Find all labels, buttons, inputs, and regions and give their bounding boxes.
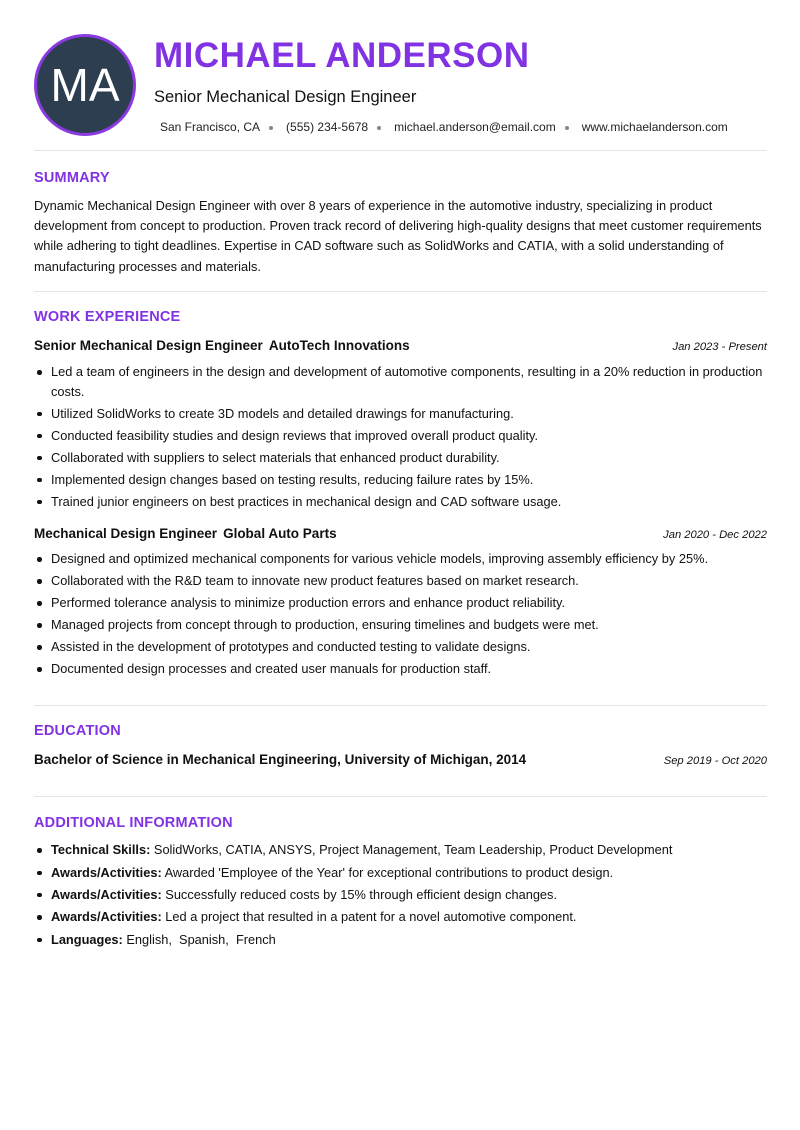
divider [34, 705, 767, 706]
list-item: Implemented design changes based on testing results, reducing failure rates by 15%. [34, 470, 767, 490]
job-dates: Jan 2023 - Present [672, 341, 767, 353]
section-heading-work-experience: WORK EXPERIENCE [34, 309, 181, 325]
candidate-title: Senior Mechanical Design Engineer [154, 88, 417, 106]
info-value: SolidWorks, CATIA, ANSYS, Project Management, Team Leadership, Product Development [153, 842, 673, 857]
job-role: Mechanical Design Engineer [34, 526, 218, 541]
info-label: Languages: [51, 931, 123, 947]
list-item: Managed projects from concept through to production, ensuring timelines and budgets were met. [34, 615, 767, 635]
divider [34, 291, 767, 292]
list-item: Documented design processes and created user manuals for production staff. [34, 659, 767, 679]
list-item: Collaborated with suppliers to select materials that enhanced product durability. [34, 448, 767, 468]
education-entry [34, 752, 767, 767]
list-item [34, 907, 767, 927]
info-value: Awarded 'Employee of the Year' for exceptional contributions to product design. [164, 864, 614, 880]
job-bullet-list [34, 549, 767, 682]
education-degree: Bachelor of Science in Mechanical Engineering, University of Michigan, 2014 [34, 752, 527, 767]
job-company: AutoTech Innovations [268, 338, 410, 353]
job-bullet-list [34, 362, 767, 514]
list-item: Collaborated with the R&D team to innovate new product features based on market research. [34, 571, 767, 591]
list-item: Performed tolerance analysis to minimize production errors and enhance product reliability. [34, 593, 767, 613]
list-item: Designed and optimized mechanical components for various vehicle models, improving assembly efficiency by 25%. [34, 549, 767, 569]
contact-location: San Francisco, CA [160, 120, 261, 134]
list-item [34, 930, 767, 950]
education-dates: Sep 2019 - Oct 2020 [663, 755, 767, 767]
contact-website[interactable]: www.michaelanderson.com [581, 120, 728, 134]
resume-page [34, 0, 767, 947]
divider [34, 150, 767, 151]
list-item: Conducted feasibility studies and design reviews that improved overall product quality. [34, 426, 767, 446]
job-title-line [34, 338, 410, 353]
list-item: Trained junior engineers on best practices in mechanical design and CAD software usage. [34, 492, 767, 512]
job-header [34, 526, 767, 541]
list-item [34, 863, 767, 883]
contact-phone[interactable]: (555) 234-5678 [286, 120, 369, 134]
job-dates: Jan 2020 - Dec 2022 [663, 529, 767, 541]
bullet-separator-icon [269, 126, 273, 130]
avatar [34, 34, 136, 136]
info-value: Successfully reduced costs by 15% through efficient design changes. [165, 886, 558, 902]
contact-email[interactable]: michael.anderson@email.com [394, 120, 556, 134]
list-item [34, 885, 767, 905]
section-heading-education: EDUCATION [34, 723, 121, 739]
job-title-line [34, 526, 337, 541]
additional-info-list [34, 840, 767, 952]
list-item: Assisted in the development of prototypes and conducted testing to validate designs. [34, 637, 767, 657]
list-item: Led a team of engineers in the design and development of automotive components, resulting in a 20% reduction in production costs. [34, 362, 767, 401]
job-company: Global Auto Parts [223, 526, 337, 541]
info-value: English, Spanish, French [126, 931, 276, 947]
bullet-separator-icon [377, 126, 381, 130]
section-heading-additional-information: ADDITIONAL INFORMATION [34, 815, 233, 831]
bullet-separator-icon [565, 126, 569, 130]
info-value: Led a project that resulted in a patent for a novel automotive component. [165, 909, 577, 925]
divider [34, 796, 767, 797]
summary-text: Dynamic Mechanical Design Engineer with over 8 years of experience in the automotive industry, specializing in product development from concept to production. Proven track record of delivering high-quality designs that meet customer requirements while adhering to tight deadlines. Expertise in CAD software such as SolidWorks and CATIA, with a solid understanding of manufacturing processes and materials. [34, 198, 762, 274]
job-role: Senior Mechanical Design Engineer [34, 338, 263, 353]
list-item [34, 840, 767, 860]
section-heading-summary: SUMMARY [34, 170, 110, 186]
avatar-initials: MA [50, 59, 120, 111]
info-label: Awards/Activities: [51, 886, 162, 902]
info-label: Technical Skills: [51, 842, 151, 857]
list-item: Utilized SolidWorks to create 3D models and detailed drawings for manufacturing. [34, 404, 767, 424]
resume-header [34, 0, 767, 151]
job-header [34, 338, 767, 353]
contact-line [160, 120, 728, 134]
info-label: Awards/Activities: [51, 909, 162, 925]
candidate-name: MICHAEL ANDERSON [154, 36, 530, 75]
info-label: Awards/Activities: [51, 864, 162, 880]
